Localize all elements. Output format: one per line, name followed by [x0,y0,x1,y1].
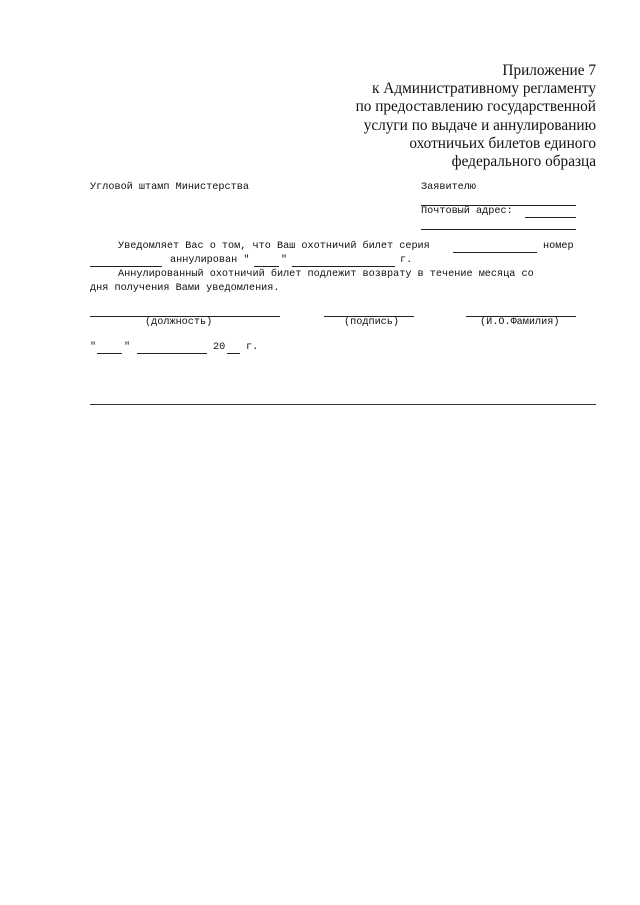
postal-address-field[interactable] [525,217,576,218]
body-line-4: дня получения Вами уведомления. [90,283,280,294]
date-close-quote: " [124,342,131,353]
annul-year-suffix: г. [400,255,413,266]
date-year-field[interactable] [227,353,240,354]
position-label: (должность) [145,317,213,328]
date-month-field[interactable] [137,353,207,354]
date-year-suffix: г. [246,342,259,353]
postal-address-line-2[interactable] [421,229,576,230]
postal-address-label: Почтовый адрес: [421,206,513,217]
appendix-line: по предоставлению государственной [355,98,596,116]
notify-text: Уведомляет Вас о том, что Ваш охотничий билет серия [118,241,430,252]
date-year-prefix: 20 [213,342,226,353]
appendix-line: охотничьих билетов единого [409,134,596,152]
date-day-field[interactable] [97,353,122,354]
body-line-3: Аннулированный охотничий билет подлежит возврату в течение месяца со [118,269,534,280]
annul-quote: " [281,255,288,266]
addressee-label: Заявителю [421,182,477,193]
appendix-line: услуги по выдаче и аннулированию [363,116,596,134]
bottom-divider [90,404,596,405]
appendix-line: Приложение 7 [502,62,596,79]
signature-label: (подпись) [344,317,400,328]
annul-month-field[interactable] [292,266,395,267]
stamp-label: Угловой штамп Министерства [90,182,249,193]
annul-day-field[interactable] [254,266,279,267]
name-label: (И.О.Фамилия) [480,317,560,328]
series-field[interactable] [453,252,537,253]
appendix-header [296,62,596,171]
number-field[interactable] [90,266,162,267]
body-line-1 [118,240,430,255]
date-open-quote: " [90,342,97,353]
annulled-text: аннулирован " [170,255,250,266]
appendix-line: к Административному регламенту [372,80,596,98]
number-label: номер [543,241,574,252]
appendix-line: федерального образца [451,153,596,171]
